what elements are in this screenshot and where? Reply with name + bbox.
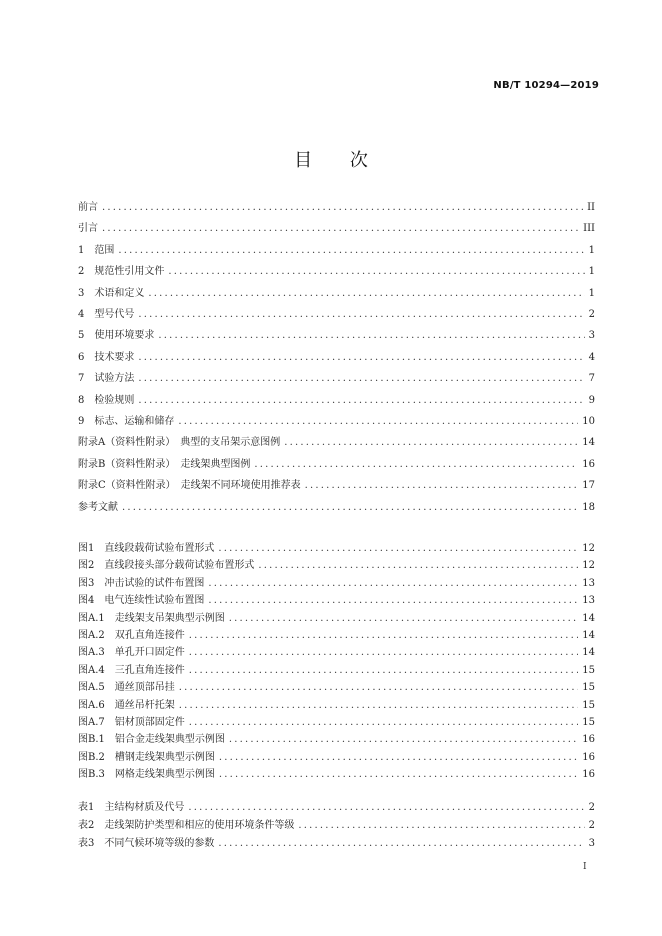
toc-entry[interactable] (78, 629, 595, 643)
toc-entry-page: 16 (582, 458, 595, 470)
toc-entry[interactable] (78, 681, 595, 695)
toc-entry[interactable] (78, 837, 595, 851)
toc-entry[interactable] (78, 733, 595, 747)
toc-entry[interactable] (78, 664, 595, 678)
toc-entry-page: 16 (582, 769, 595, 781)
toc-entry-label: 图A.4 三孔直角连接件 (78, 664, 185, 676)
toc-entry[interactable] (78, 501, 595, 515)
toc-entry-label: 图A.3 单孔开口固定件 (78, 647, 185, 659)
toc-entry[interactable] (78, 329, 595, 343)
toc-entry-label: 7 试验方法 (78, 373, 135, 385)
dot-leader (168, 265, 584, 279)
toc-entry-page: 2 (588, 820, 595, 831)
toc-entry-label: 表1 主结构材质及代号 (78, 802, 185, 813)
dot-leader (138, 308, 584, 322)
toc-entry[interactable] (78, 479, 595, 493)
dot-leader (284, 436, 578, 450)
dot-leader (218, 837, 584, 851)
toc-entry[interactable] (78, 287, 595, 301)
toc-entry-page: 4 (588, 351, 595, 363)
dot-leader (258, 559, 578, 573)
toc-entry-label: 图3 冲击试验的试件布置图 (78, 577, 205, 589)
toc-entry-page: 15 (582, 664, 595, 676)
toc-entry[interactable] (78, 646, 595, 660)
toc-entry-label: 图A.2 双孔直角连接件 (78, 630, 185, 641)
dot-leader (218, 542, 578, 556)
dot-leader (188, 801, 584, 815)
toc-entry[interactable] (78, 372, 595, 386)
toc-entry-page: 1 (588, 266, 595, 278)
dot-leader (122, 501, 578, 515)
toc-entry-label: 表2 走线架防护类型和相应的使用环境条件等级 (78, 820, 295, 831)
toc-entry[interactable] (78, 265, 595, 279)
toc-entry-label: 5 使用环境要求 (78, 330, 155, 342)
toc-entry[interactable] (78, 201, 595, 215)
standard-code: NB/T 10294—2019 (493, 80, 599, 91)
toc-entry[interactable] (78, 768, 595, 782)
toc-entry-page: 9 (588, 394, 595, 406)
toc-entry-label: 附录A（资料性附录） 典型的支吊架示意图例 (78, 437, 281, 449)
dot-leader (229, 612, 579, 626)
dot-leader (179, 681, 579, 695)
toc-entry-page: 14 (582, 647, 595, 659)
toc-entry-page: 16 (582, 734, 595, 746)
toc-entry-page: 14 (582, 437, 595, 449)
toc-entry-page: 12 (582, 560, 595, 572)
toc-entry[interactable] (78, 751, 595, 765)
toc-entry-label: 1 范围 (78, 244, 115, 256)
dot-leader (219, 751, 578, 765)
dot-leader (178, 415, 578, 429)
page-title: 目 次 (294, 150, 384, 171)
toc-entry-label: 图B.1 铝合金走线架典型示例图 (78, 734, 225, 746)
toc-entry-label: 图A.1 走线架支吊架典型示例图 (78, 612, 225, 624)
toc-entry[interactable] (78, 458, 595, 472)
dot-leader (138, 372, 584, 386)
dot-leader (148, 287, 584, 301)
toc-entry[interactable] (78, 801, 595, 815)
dot-leader (298, 819, 584, 833)
toc-entry-label: 8 检验规则 (78, 394, 135, 406)
toc-entry-label: 表3 不同气候环境等级的参数 (78, 838, 215, 849)
dot-leader (138, 351, 584, 365)
toc-entry-page: 14 (582, 612, 595, 624)
dot-leader (189, 629, 579, 643)
toc-entry[interactable] (78, 559, 595, 573)
dot-leader (189, 664, 579, 678)
dot-leader (158, 329, 584, 343)
toc-entry-label: 3 术语和定义 (78, 287, 145, 299)
page-number: I (583, 862, 587, 872)
toc-entry-page: 1 (588, 244, 595, 256)
toc-entry-label: 图4 电气连续性试验布置图 (78, 595, 205, 607)
toc-entry-label: 图A.5 通丝顶部吊挂 (78, 682, 175, 694)
dot-leader (229, 733, 578, 747)
toc-entry[interactable] (78, 222, 595, 236)
toc-entry-page: 15 (582, 699, 595, 711)
toc-entry-label: 图A.6 通丝吊杆托架 (78, 699, 175, 711)
toc-entry[interactable] (78, 819, 595, 833)
dot-leader (208, 577, 578, 591)
dot-leader (138, 394, 584, 408)
toc-entry[interactable] (78, 577, 595, 591)
toc-entry-page: 13 (582, 595, 595, 607)
toc-entry-page: 12 (582, 543, 595, 554)
toc-entry-label: 附录C（资料性附录） 走线架不同环境使用推荐表 (78, 480, 301, 492)
toc-entry-label: 2 规范性引用文件 (78, 266, 165, 278)
toc-entry-page: 10 (582, 416, 595, 427)
toc-entry[interactable] (78, 415, 595, 429)
toc-entry[interactable] (78, 542, 595, 556)
toc-entry[interactable] (78, 699, 595, 713)
toc-entry-label: 6 技术要求 (78, 351, 135, 363)
toc-entry-page: III (583, 223, 595, 235)
toc-entry-page: 2 (588, 309, 595, 320)
dot-leader (254, 458, 578, 472)
dot-leader (102, 222, 579, 236)
toc-entry-page: 7 (588, 373, 595, 385)
toc-entry-label: 图B.3 网格走线架典型示例图 (78, 769, 215, 781)
toc-entry-label: 图A.7 铝材顶部固定件 (78, 717, 185, 728)
toc-entry-label: 附录B（资料性附录） 走线架典型图例 (78, 458, 251, 470)
toc-entry-page: 2 (588, 802, 595, 813)
dot-leader (305, 479, 579, 493)
toc-entry-page: 14 (582, 630, 595, 641)
toc-entry-label: 图2 直线段接头部分载荷试验布置形式 (78, 560, 255, 572)
toc-entry-page: 17 (582, 480, 595, 492)
toc-entry-label: 4 型号代号 (78, 309, 135, 320)
toc-entry[interactable] (78, 612, 595, 626)
toc-entry-page: 3 (588, 330, 595, 342)
dot-leader (189, 646, 579, 660)
dot-leader (102, 201, 583, 215)
dot-leader (208, 594, 578, 608)
dot-leader (118, 244, 584, 258)
toc-entry[interactable] (78, 394, 595, 408)
toc-entry[interactable] (78, 594, 595, 608)
toc-entry-label: 前言 (78, 202, 98, 213)
toc-entry-label: 图1 直线段载荷试验布置形式 (78, 543, 215, 554)
toc-entry-page: 15 (582, 717, 595, 728)
toc-entry-page: 15 (582, 682, 595, 694)
toc-entry[interactable] (78, 436, 595, 450)
toc-entry-page: 1 (588, 287, 595, 299)
toc-entry-page: II (587, 202, 595, 213)
toc-entry-page: 16 (582, 751, 595, 763)
toc-entry[interactable] (78, 308, 595, 322)
toc-entry-label: 引言 (78, 223, 98, 235)
toc-entry-label: 参考文献 (78, 501, 118, 513)
toc-entry[interactable] (78, 351, 595, 365)
toc-entry-page: 3 (588, 838, 595, 849)
toc-entry-label: 9 标志、运输和储存 (78, 416, 175, 427)
toc-entry-page: 13 (582, 577, 595, 589)
toc-entry-page: 18 (582, 501, 595, 513)
toc-entry[interactable] (78, 244, 595, 258)
dot-leader (179, 699, 579, 713)
toc-entry[interactable] (78, 716, 595, 730)
toc-entry-label: 图B.2 槽钢走线架典型示例图 (78, 751, 215, 763)
dot-leader (189, 716, 579, 730)
dot-leader (219, 768, 578, 782)
